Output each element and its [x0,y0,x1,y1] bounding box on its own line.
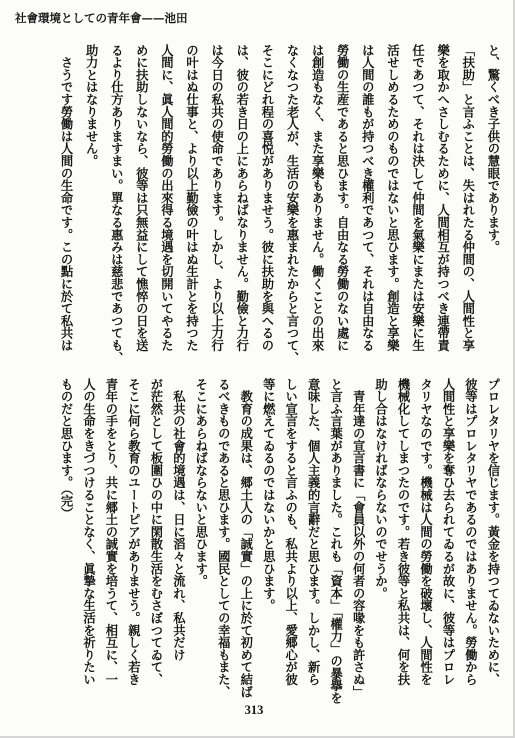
upper-text-column: 勞働の生産であると思ひます。自由なる勞働のない處に [335,44,351,352]
page-number: 313 [244,703,264,717]
upper-text-column: は今日の私共の使命であります。しかし、より以上力行 [209,44,225,352]
upper-text-column: は、彼の若き日の上にあらねばなりません。勤儉と力行 [234,44,250,352]
upper-text-column: は人間の誰もが持つべき權利であつて、それは自由なる [360,44,376,352]
lower-text-column: プロレタリヤを信じます。黃金を持つてゐないために、 [485,378,501,686]
lower-text-column: 人間性と享樂を奪ひ去られてゐるが故に、彼等はプロレ [440,378,456,686]
lower-text-column: と言ふ言葉がありました。これも「資本」「權力」の暴擧を [328,378,344,704]
lower-text-column: 人の生命をきづつけることなく、眞摯な生活を祈りたい [81,378,97,686]
upper-text-column: 助力とはなりません。 [84,44,100,167]
lower-text-column: 青年達の宣言書に「會員以外の何者の容喙をも許さぬ」 [351,378,367,698]
lower-text-column: そこに何ら教育のユートピアがありませう。親しく若き [126,378,142,686]
upper-text-column: の叶はぬ仕事と、より以上勤儉の叶はぬ生計とを持つた [184,44,200,352]
lower-text-block [59,378,501,704]
lower-text-column: 等に燃えてゐるのではないかと思ひます。 [261,378,277,612]
upper-text-column: 人間に、眞人間的勞働の出來得る境遇を切開いてやるた [159,44,175,352]
upper-text-column: なくなつた老人が、生活の安樂を惠まれたからと言つて、 [284,44,300,364]
lower-text-column: タリヤなのです。機械は人間の勞働を破壞し、人間性を [418,378,434,686]
lower-text-column: 彼等はプロレタリヤであるのではありません。勞働から [463,378,479,686]
lower-text-column: 教育の成果は、郷土人の「誠實」の上に於て初めて結ば [238,378,254,698]
upper-text-column: と、驚くべき子供の慧眼であります。 [485,44,501,254]
upper-text-block [60,44,500,362]
running-header: 社會環境としての青年會——池田 [15,11,188,25]
upper-text-column: 任であつて、それは決して仲間を氣樂にまたは安樂に生 [410,44,426,352]
upper-text-column: そこにどれ程の喜悦がありませう。彼に扶助を與へるの [259,44,275,352]
upper-text-column: めに扶助しないなら、彼等は只無益にして憔悴の日を送 [134,44,150,352]
upper-text-column: るより仕方ありますまい。單なる惠みは慈悲であつても、 [109,44,125,364]
lower-text-column: 機械化してしまつたのです。若き彼等と私共は、何を扶 [396,378,412,686]
lower-text-column: しい宣言をすると言ふのも、私共より以上、愛郷心が彼 [283,378,299,686]
lower-text-column: 私共の社會的境遇は、日に滔々と流れ、私共だけ [171,378,187,661]
lower-text-column: 青年の手をとり、共に郷土の誠實を培うて、相互に、一 [103,378,119,686]
lower-text-column: ものだと思ひます。（完） [59,378,74,520]
lower-text-column: そこにあらねばならないと思ひます。 [193,378,209,588]
lower-text-column: が茫然として板圍ひの中に閑散生活をむさぼつてゐて、 [148,378,164,686]
upper-text-column: さうです勞働は人間の生命です。この點に於て私共は [59,44,74,352]
upper-text-column: 活せしめるためのものではないと思ひます。創造と享樂 [385,44,401,352]
lower-text-column: 助し合はなければならないのでせうか。 [373,378,389,600]
lower-text-column: るべきものであると思ひます。國民としての幸福もまた、 [216,378,232,698]
upper-text-column: 「扶助」と言ふことは、失はれたる仲間の、人間性と享 [460,44,476,352]
lower-text-column: 意味した、個人主義的言辭だと思ひます。しかし、新ら [306,378,322,686]
upper-text-column: 樂を取かへさしむるために、人間相互が持つべき連帶責 [435,44,451,352]
upper-text-column: は創造もなく、また享樂もありません。働くことの出來 [310,44,326,352]
